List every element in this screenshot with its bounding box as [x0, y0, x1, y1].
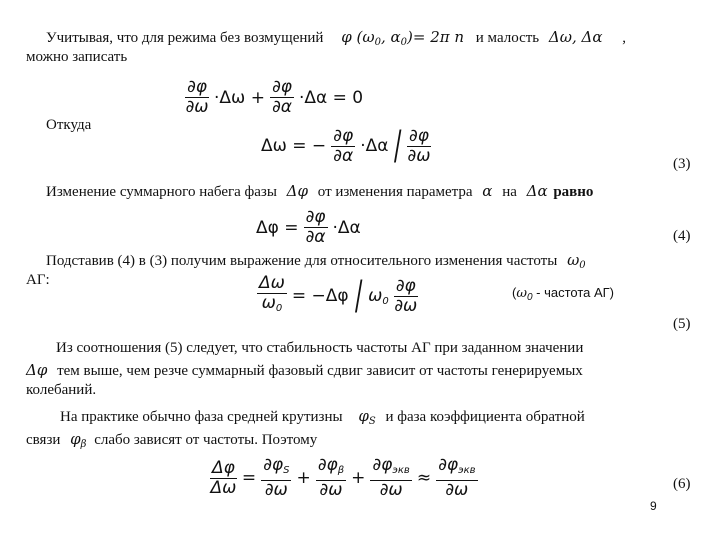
eq6-equals: = [241, 468, 257, 488]
eq3-number: (3) [673, 156, 691, 172]
para-practice-line1: На практике обычно фаза средней крутизны $\varphi_S$ и фаза коэффициента обратной [60, 407, 585, 427]
delta-alpha-symbol: Δα [526, 182, 548, 200]
eq1-frac2: $\frac{\partial\varphi}{\partial\alpha}$ [271, 77, 292, 117]
eq4-frac: $\frac{\partial\varphi}{\partial\alpha}$ [305, 207, 326, 247]
eq6-frac4: $\frac{\partial\varphi_{экв}}{\partial\omega}$ [438, 455, 476, 500]
eq6-approx: ≈ [416, 468, 432, 488]
eq6-frac0: $\frac{\Delta\varphi}{\Delta\omega}$ [210, 457, 237, 498]
para-intro-text-c: , [622, 30, 626, 46]
eq5-frac1: $\frac{\Delta\omega}{\omega_0}$ [259, 273, 285, 314]
eq3-slash: / [394, 123, 402, 169]
delta-phi-symbol-2: Δφ [26, 361, 48, 379]
equation-1 [183, 78, 366, 117]
equation-5 [255, 274, 420, 318]
eq3-frac1: $\frac{\partial\varphi}{\partial\alpha}$ [333, 125, 354, 166]
para-substitution-line2: АГ: [26, 272, 50, 288]
eq5-frac2: $\frac{\partial\varphi}{\partial\omega}$ [394, 275, 418, 316]
para-phase-change: Изменение суммарного набега фазы Δφ от изменения параметра α на Δα равно [46, 182, 594, 200]
alpha-symbol: α [482, 182, 493, 200]
eq1-frac1: $\frac{\partial\varphi}{\partial\omega}$ [185, 77, 209, 117]
eq4-number: (4) [673, 228, 691, 244]
equation-6 [208, 456, 480, 500]
phase-symbol: φ ($\omega_0$, $\alpha_0)= 2\pi$ n [341, 28, 465, 48]
eq4-lhs: Δφ = [256, 217, 299, 238]
eq5-omega0: $\omega_0$ [368, 285, 389, 307]
eq6-number: (6) [673, 476, 691, 492]
phi-s-symbol: $\varphi_S$ [358, 407, 376, 427]
otkuda-label: Откуда [46, 117, 92, 133]
eq6-frac1: $\frac{\partial\varphi_S}{\partial\omega}$ [263, 455, 290, 500]
para-intro-text-b: и малость [475, 30, 540, 46]
eq6-plus1: + [296, 468, 311, 488]
para-intro-text-a: Учитывая, что для режима без возмущений [46, 30, 324, 46]
eq5-number: (5) [673, 316, 691, 332]
eq1-tail: ·Δα = 0 [298, 87, 364, 108]
eq6-plus2: + [351, 468, 366, 488]
para-practice-line2: связи $\varphi_\beta$ слабо зависят от частоты. Поэтому [26, 430, 318, 450]
para-substitution-line1: Подставив (4) в (3) получим выражение для относительного изменения частоты $\omega_0$ [46, 251, 586, 271]
delta-symbols: Δω, Δα [548, 28, 603, 46]
eq6-frac3: $\frac{\partial\varphi_{экв}}{\partial\omega}$ [372, 455, 410, 500]
eq4-tail: ·Δα [332, 217, 361, 238]
eq3-mid: ·Δα [360, 136, 389, 156]
delta-phi-symbol: Δφ [286, 182, 309, 200]
eq3-lhs: Δω = − [261, 136, 327, 156]
para-stability-line1: Из соотношения (5) следует, что стабильность частоты АГ при заданном значении [56, 340, 584, 356]
eq6-frac2: $\frac{\partial\varphi_\beta}{\partial\omega}$ [317, 455, 345, 500]
para-intro-line2: можно записать [26, 49, 128, 65]
para-intro-line1 [46, 28, 626, 52]
eq3-frac2: $\frac{\partial\varphi}{\partial\omega}$ [407, 125, 431, 166]
eq5-note: ($\omega_0$ - частота АГ) [512, 285, 615, 303]
phi-beta-symbol: $\varphi_\beta$ [70, 430, 87, 450]
omega0-symbol: $\omega_0$ [567, 251, 586, 271]
para-stability-line3: колебаний. [26, 382, 97, 398]
eq1-mid: ·Δω + [214, 87, 265, 108]
eq5-mid: = −Δφ [291, 286, 349, 306]
page-number: 9 [650, 499, 657, 513]
equation-3 [258, 123, 433, 169]
equation-4 [253, 208, 364, 247]
eq5-slash: / [354, 273, 363, 319]
para-stability-line2: Δφ тем выше, чем резче суммарный фазовый сдвиг зависит от частоты генерируемых [26, 361, 583, 379]
